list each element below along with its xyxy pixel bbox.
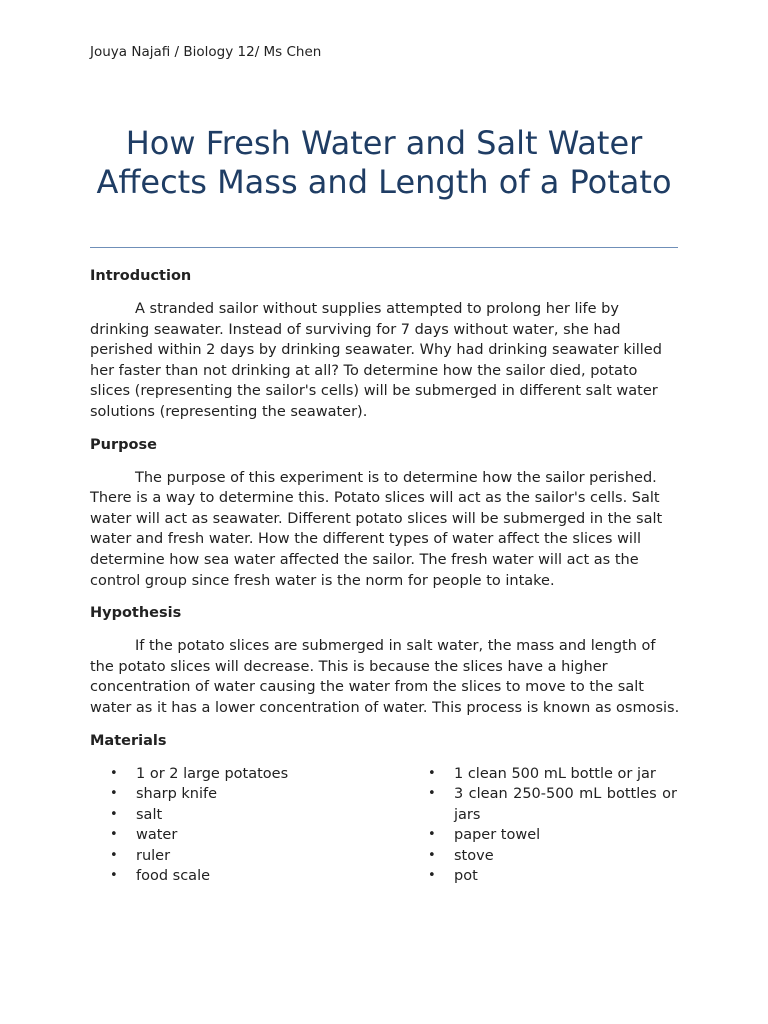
list-item <box>110 825 428 846</box>
purpose-paragraph: The purpose of this experiment is to determine how the sailor perished. There is a way to determine this. Potato slices will act as the sailor's cells. Salt water will act as seawater. Different potato slices will be submerged in the salt water and fresh water. How the different types of water affect the slices will determine how sea water affected the sailor. The fresh water will act as the control group since fresh water is the norm for people to intake. <box>90 469 663 589</box>
bullet-icon: • <box>110 868 118 884</box>
list-item <box>428 846 677 867</box>
materials-list <box>90 764 682 888</box>
author-line: Jouya Najafi / Biology 12/ Ms Chen <box>90 44 322 60</box>
materials-column-left <box>110 764 428 888</box>
bullet-icon: • <box>428 868 436 884</box>
bullet-icon: • <box>428 786 436 802</box>
list-item <box>428 764 677 785</box>
material-label: paper towel <box>454 827 541 844</box>
hypothesis-heading: Hypothesis <box>90 605 182 622</box>
purpose-heading: Purpose <box>90 436 157 453</box>
title-divider <box>90 247 678 248</box>
material-label: 1 clean 500 mL bottle or jar <box>454 765 656 782</box>
introduction-heading: Introduction <box>90 268 192 284</box>
material-label: water <box>136 827 178 844</box>
document-title: How Fresh Water and Salt Water Affects Mass and Length of a Potato <box>96 124 672 201</box>
bullet-icon: • <box>110 765 118 781</box>
material-label: pot <box>454 868 478 885</box>
bullet-icon: • <box>428 847 436 863</box>
list-item <box>428 825 677 846</box>
bullet-icon: • <box>110 806 118 822</box>
materials-heading: Materials <box>90 732 167 749</box>
hypothesis-paragraph: If the potato slices are submerged in salt water, the mass and length of the potato slices will decrease. This is because the slices have a higher concentration of water causing the water from the slices to move to the salt water as it has a lower concentration of water. This process is known as osmosis. <box>90 638 680 716</box>
material-label: 1 or 2 large potatoes <box>136 765 289 782</box>
material-label: salt <box>136 806 163 823</box>
material-label: sharp knife <box>136 786 218 803</box>
material-label: ruler <box>136 847 171 864</box>
material-label: stove <box>454 847 494 864</box>
bullet-icon: • <box>110 786 118 802</box>
introduction-paragraph: A stranded sailor without supplies attempted to prolong her life by drinking seawater. Instead of surviving for 7 days without water, she had perished within 2 days by drinking seawater. Why had drinking seawater killed her faster than not drinking at all? To determine how the sailor died, potato slices (representing the sailor's cells) will be submerged in different salt water solutions (representing the seawater). <box>90 301 662 420</box>
list-item <box>110 805 428 826</box>
bullet-icon: • <box>428 827 436 843</box>
list-item <box>428 784 677 825</box>
bullet-icon: • <box>110 827 118 843</box>
list-item <box>110 784 428 805</box>
bullet-icon: • <box>428 765 436 781</box>
material-label: food scale <box>136 868 211 885</box>
list-item <box>110 866 428 887</box>
list-item <box>110 764 428 785</box>
list-item <box>428 866 677 887</box>
list-item <box>110 846 428 867</box>
material-label: 3 clean 250-500 mL bottles or jars <box>454 786 677 823</box>
bullet-icon: • <box>110 847 118 863</box>
materials-column-right <box>428 764 677 888</box>
document-body <box>90 266 682 887</box>
